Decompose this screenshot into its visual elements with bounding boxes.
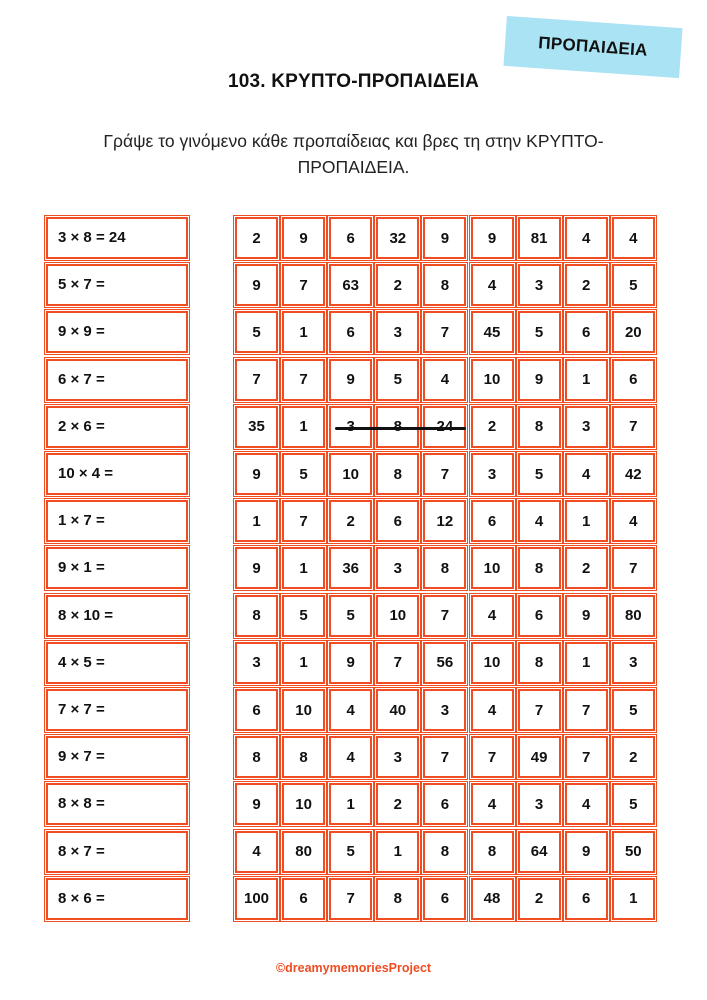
equation-text: 9 × 9 = (58, 323, 105, 341)
grid-cell[interactable]: 20 (612, 311, 655, 353)
grid-cell[interactable]: 2 (471, 406, 514, 448)
instructions-line-1: Γράψε το γινόμενο κάθε προπαίδειας και βρες τη στην ΚΡΥΠΤΟ- (103, 131, 604, 151)
found-answer-strikethrough (335, 427, 466, 430)
grid-cell[interactable]: 4 (518, 500, 561, 542)
grid-cell[interactable]: 7 (471, 736, 514, 778)
instructions (60, 128, 647, 180)
equation-cell[interactable] (46, 453, 188, 495)
equation-cell[interactable] (46, 831, 188, 873)
grid-cell[interactable]: 3 (235, 642, 278, 684)
grid-cell[interactable]: 6 (282, 878, 325, 920)
grid-cell[interactable]: 4 (329, 736, 372, 778)
equation-cell[interactable] (46, 595, 188, 637)
grid-cell[interactable]: 42 (612, 453, 655, 495)
grid-cell[interactable]: 10 (471, 642, 514, 684)
equation-text: 7 × 7 = (58, 701, 105, 718)
grid-cell[interactable]: 45 (471, 311, 514, 353)
grid-cell[interactable]: 7 (565, 689, 608, 731)
equation-cell[interactable] (46, 689, 188, 731)
grid-cell[interactable]: 7 (282, 359, 325, 401)
grid-cell[interactable]: 10 (282, 689, 325, 731)
equation-text: 5 × 7 = (58, 276, 105, 294)
grid-cell[interactable]: 1 (612, 878, 655, 920)
grid-cell[interactable]: 6 (565, 311, 608, 353)
grid-cell[interactable]: 7 (612, 547, 655, 589)
grid-cell[interactable]: 2 (565, 547, 608, 589)
grid-cell[interactable]: 4 (565, 453, 608, 495)
grid-cell[interactable]: 8 (282, 736, 325, 778)
grid-cell[interactable]: 9 (235, 453, 278, 495)
grid-cell[interactable]: 6 (423, 878, 466, 920)
grid-cell[interactable]: 10 (329, 453, 372, 495)
grid-cell[interactable]: 7 (376, 642, 419, 684)
grid-cell[interactable]: 32 (376, 217, 419, 259)
equation-cell[interactable] (46, 217, 188, 259)
grid-cell[interactable]: 50 (612, 831, 655, 873)
equation-cell[interactable] (46, 642, 188, 684)
grid-cell[interactable]: 7 (565, 736, 608, 778)
grid-cell[interactable]: 10 (282, 783, 325, 825)
grid-cell[interactable]: 5 (235, 311, 278, 353)
grid-cell[interactable]: 3 (376, 547, 419, 589)
grid-cell[interactable]: 4 (565, 783, 608, 825)
grid-cell[interactable]: 3 (612, 642, 655, 684)
grid-cell[interactable]: 5 (518, 453, 561, 495)
grid-cell[interactable]: 9 (565, 595, 608, 637)
grid-cell[interactable]: 8 (518, 642, 561, 684)
grid-cell[interactable]: 9 (471, 217, 514, 259)
grid-cell[interactable]: 2 (612, 736, 655, 778)
grid-cell[interactable]: 9 (235, 783, 278, 825)
grid-cell[interactable]: 3 (423, 689, 466, 731)
grid-cell[interactable]: 63 (329, 264, 372, 306)
grid-cell[interactable]: 6 (329, 217, 372, 259)
grid-cell[interactable]: 4 (471, 264, 514, 306)
grid-cell[interactable]: 5 (612, 264, 655, 306)
grid-cell[interactable]: 6 (471, 500, 514, 542)
grid-cell[interactable]: 6 (518, 595, 561, 637)
equation-cell[interactable] (46, 359, 188, 401)
grid-cell[interactable]: 36 (329, 547, 372, 589)
grid-cell[interactable]: 8 (471, 831, 514, 873)
grid-cell[interactable]: 64 (518, 831, 561, 873)
grid-cell[interactable]: 1 (329, 783, 372, 825)
equation-cell[interactable] (46, 736, 188, 778)
grid-cell[interactable]: 8 (423, 547, 466, 589)
grid-cell[interactable]: 6 (376, 500, 419, 542)
grid-cell[interactable]: 3 (518, 783, 561, 825)
grid-cell[interactable]: 6 (329, 311, 372, 353)
grid-cell[interactable]: 5 (612, 783, 655, 825)
equation-cell[interactable] (46, 547, 188, 589)
grid-cell[interactable]: 7 (518, 689, 561, 731)
category-badge: ΠΡΟΠΑΙΔΕΙΑ (503, 16, 682, 78)
grid-cell[interactable]: 7 (282, 264, 325, 306)
grid-cell[interactable]: 7 (423, 453, 466, 495)
grid-cell[interactable]: 8 (423, 264, 466, 306)
grid-cell[interactable]: 9 (235, 264, 278, 306)
equation-text: 9 × 1 = (58, 559, 105, 577)
grid-cell[interactable]: 48 (471, 878, 514, 920)
grid-cell[interactable]: 49 (518, 736, 561, 778)
equation-text: 8 × 6 = (58, 889, 105, 907)
grid-cell[interactable]: 5 (612, 689, 655, 731)
grid-cell[interactable]: 7 (235, 359, 278, 401)
grid-cell[interactable]: 2 (565, 264, 608, 306)
grid-cell[interactable]: 1 (565, 359, 608, 401)
equation-cell[interactable] (46, 311, 188, 353)
grid-cell[interactable]: 5 (329, 831, 372, 873)
grid-cell[interactable]: 9 (282, 217, 325, 259)
grid-cell[interactable]: 5 (376, 359, 419, 401)
grid-cell[interactable]: 9 (329, 642, 372, 684)
grid-cell[interactable]: 4 (329, 689, 372, 731)
equation-cell[interactable] (46, 406, 188, 448)
equation-text: 9 × 7 = (58, 748, 105, 766)
grid-cell[interactable]: 1 (565, 500, 608, 542)
equation-cell[interactable] (46, 500, 188, 542)
grid-cell[interactable]: 1 (235, 500, 278, 542)
grid-cell[interactable]: 6 (565, 878, 608, 920)
grid-cell[interactable]: 8 (423, 831, 466, 873)
grid-cell[interactable]: 81 (518, 217, 561, 259)
grid-cell[interactable]: 2 (376, 264, 419, 306)
grid-cell[interactable]: 4 (612, 500, 655, 542)
grid-cell[interactable]: 3 (376, 736, 419, 778)
grid-cell[interactable]: 2 (235, 217, 278, 259)
equation-cell[interactable] (46, 878, 188, 920)
grid-cell[interactable]: 8 (376, 453, 419, 495)
grid-cell[interactable]: 8 (518, 547, 561, 589)
grid-cell[interactable]: 7 (282, 500, 325, 542)
grid-cell[interactable]: 7 (329, 878, 372, 920)
equation-cell[interactable] (46, 783, 188, 825)
grid-cell[interactable]: 4 (471, 689, 514, 731)
footer-credit: ©dreamymemoriesProject (275, 961, 432, 975)
equation-text: 8 × 8 = (58, 795, 105, 813)
grid-cell[interactable]: 3 (518, 264, 561, 306)
grid-cell[interactable]: 2 (518, 878, 561, 920)
grid-cell[interactable]: 4 (471, 783, 514, 825)
grid-cell[interactable]: 1 (282, 547, 325, 589)
grid-cell[interactable]: 10 (471, 359, 514, 401)
grid-cell[interactable]: 9 (329, 359, 372, 401)
grid-cell[interactable]: 80 (612, 595, 655, 637)
grid-cell[interactable]: 5 (282, 453, 325, 495)
grid-cell[interactable]: 5 (282, 595, 325, 637)
equation-text: 2 × 6 = (58, 417, 105, 435)
grid-cell[interactable]: 4 (565, 217, 608, 259)
grid-cell[interactable]: 10 (471, 547, 514, 589)
grid-cell[interactable]: 9 (518, 359, 561, 401)
grid-cell[interactable]: 7 (423, 736, 466, 778)
grid-cell[interactable]: 12 (423, 500, 466, 542)
grid-cell[interactable]: 8 (376, 878, 419, 920)
grid-cell[interactable]: 80 (282, 831, 325, 873)
grid-cell[interactable]: 1 (282, 311, 325, 353)
grid-cell[interactable]: 4 (423, 359, 466, 401)
grid-cell[interactable]: 9 (565, 831, 608, 873)
grid-cell[interactable]: 2 (329, 500, 372, 542)
grid-cell[interactable]: 9 (235, 547, 278, 589)
grid-cell[interactable]: 2 (376, 783, 419, 825)
grid-cell[interactable]: 6 (235, 689, 278, 731)
grid-cell[interactable]: 100 (235, 878, 278, 920)
instructions-line-2: ΠΡΟΠΑΙΔΕΙΑ. (297, 157, 410, 177)
grid-cell[interactable]: 3 (565, 406, 608, 448)
equation-text: 8 × 10 = (58, 606, 114, 624)
equation-text: 4 × 5 = (58, 653, 105, 671)
grid-cell[interactable]: 5 (518, 311, 561, 353)
grid-cell[interactable]: 4 (471, 595, 514, 637)
grid-cell[interactable]: 1 (565, 642, 608, 684)
grid-cell[interactable]: 4 (235, 831, 278, 873)
grid-cell[interactable]: 7 (612, 406, 655, 448)
grid-cell[interactable]: 7 (423, 595, 466, 637)
grid-cell[interactable]: 3 (471, 453, 514, 495)
grid-cell[interactable]: 7 (423, 311, 466, 353)
grid-cell[interactable]: 1 (282, 406, 325, 448)
grid-cell[interactable]: 3 (376, 311, 419, 353)
grid-cell[interactable]: 1 (376, 831, 419, 873)
grid-cell[interactable]: 10 (376, 595, 419, 637)
grid-cell[interactable]: 35 (235, 406, 278, 448)
equation-text: 6 × 7 = (58, 370, 105, 388)
equation-text: 3 × 8 = 24 (58, 229, 126, 246)
equation-text: 8 × 7 = (58, 842, 105, 860)
equation-text: 1 × 7 = (58, 512, 105, 530)
grid-cell[interactable]: 8 (518, 406, 561, 448)
grid-cell[interactable]: 6 (612, 359, 655, 401)
page-title: 103. ΚΡΥΠΤΟ-ΠΡΟΠΑΙΔΕΙΑ (227, 71, 480, 92)
grid-cell[interactable]: 9 (423, 217, 466, 259)
grid-cell[interactable]: 5 (329, 595, 372, 637)
grid-cell[interactable]: 56 (423, 642, 466, 684)
grid-cell[interactable]: 1 (282, 642, 325, 684)
grid-cell[interactable]: 4 (612, 217, 655, 259)
equation-cell[interactable] (46, 264, 188, 306)
grid-cell[interactable]: 8 (235, 595, 278, 637)
grid-cell[interactable]: 8 (235, 736, 278, 778)
equation-text: 10 × 4 = (58, 465, 114, 482)
grid-cell[interactable]: 40 (376, 689, 419, 731)
grid-cell[interactable]: 6 (423, 783, 466, 825)
